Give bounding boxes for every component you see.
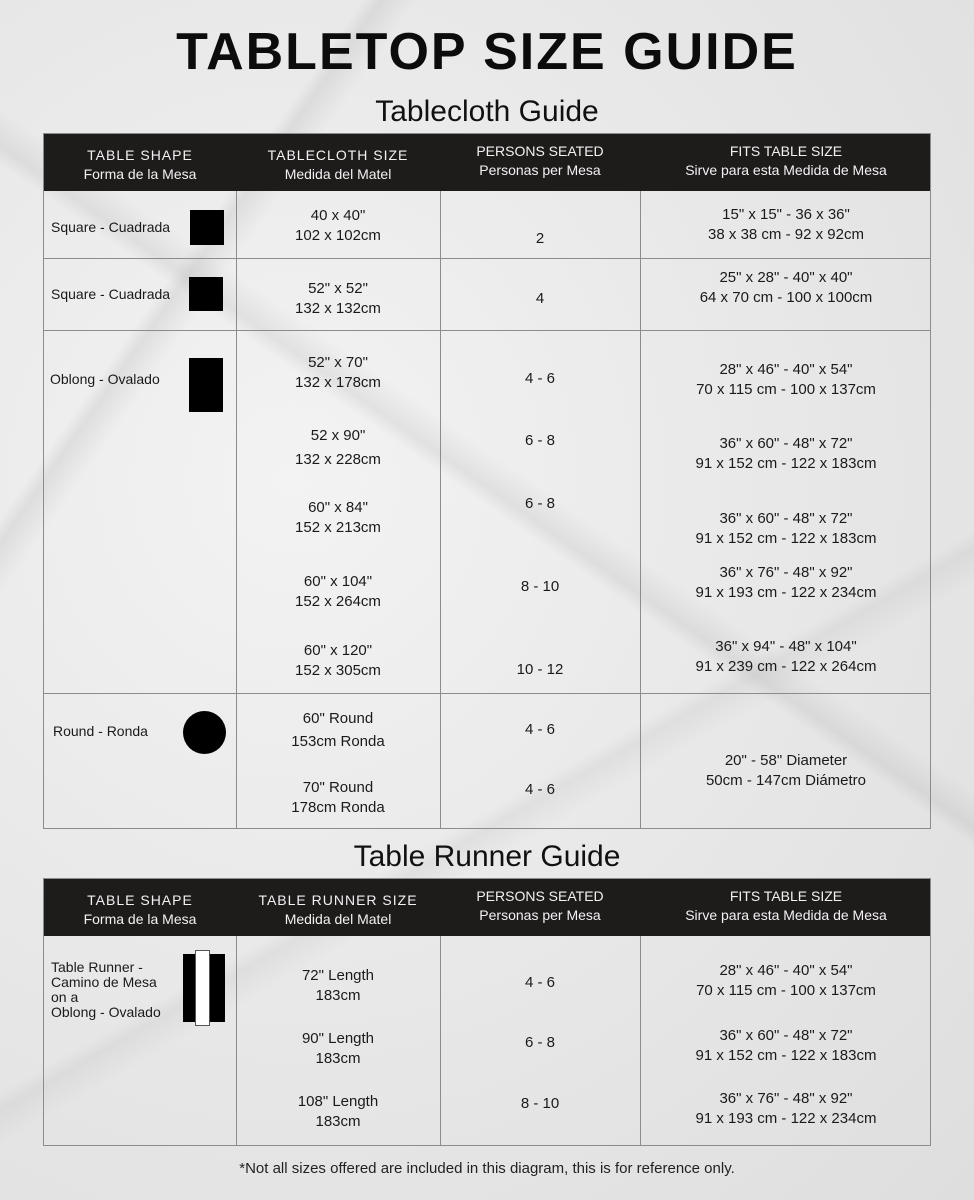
- shape-label-line: Camino de Mesa: [51, 974, 157, 990]
- header-title: TABLE SHAPE: [87, 892, 193, 908]
- fits-table-size: [640, 1026, 932, 1066]
- shape-label: Square - Cuadrada: [51, 219, 171, 235]
- fits-table-size-line: 36" x 76" - 48" x 92": [719, 1090, 853, 1107]
- tablecloth-size-line: 132 x 178cm: [295, 374, 381, 391]
- tablecloth-size-line: 152 x 264cm: [295, 593, 381, 610]
- runner-size-line: 183cm: [315, 1113, 361, 1130]
- tablecloth-size-line: 102 x 102cm: [295, 227, 381, 244]
- persons-seated: 6 - 8: [524, 495, 555, 512]
- column-header: [44, 146, 236, 184]
- fits-table-size: [640, 1089, 932, 1129]
- persons-seated: 4 - 6: [524, 974, 555, 991]
- tablecloth-size: [236, 498, 440, 538]
- header-title: FITS TABLE SIZE: [729, 888, 843, 904]
- runner-size-line: 108" Length: [297, 1093, 379, 1110]
- tablecloth-size-line: 132 x 132cm: [295, 300, 381, 317]
- header-subtitle: Sirve para esta Medida de Mesa: [685, 907, 887, 923]
- fits-table-size-line: 20" - 58" Diameter: [724, 752, 848, 769]
- tablecloth-size-line: 152 x 213cm: [295, 519, 381, 536]
- persons-seated: 8 - 10: [520, 1095, 560, 1112]
- tablecloth-size-line: 60" Round: [302, 710, 374, 727]
- header-title: FITS TABLE SIZE: [729, 143, 843, 159]
- tablecloth-size-line: 178cm Ronda: [291, 799, 385, 816]
- fits-table-size: [640, 360, 932, 400]
- fits-table-size: [640, 268, 932, 308]
- shape-label-line: Table Runner -: [51, 959, 143, 975]
- column-header: [640, 142, 932, 180]
- header-subtitle: Medida del Matel: [284, 166, 392, 182]
- fits-table-size-line: 25" x 28" - 40" x 40": [719, 269, 853, 286]
- fits-table-size-line: 70 x 115 cm - 100 x 137cm: [696, 381, 876, 398]
- fits-table-size-line: 15" x 15" - 36 x 36": [722, 206, 850, 223]
- tablecloth-size: [236, 279, 440, 319]
- persons-seated: 4 - 6: [524, 370, 555, 387]
- tablecloth-size: [236, 206, 440, 246]
- tablecloth-size-line: 70" Round: [302, 779, 374, 796]
- square-shape-icon: [190, 210, 224, 245]
- runner-size: [236, 1092, 440, 1132]
- fits-table-size-line: 64 x 70 cm - 100 x 100cm: [699, 289, 873, 306]
- column-header: [440, 142, 640, 180]
- tablecloth-size-line: 153cm Ronda: [291, 733, 385, 750]
- fits-table-size: [640, 961, 932, 1001]
- header-subtitle: Sirve para esta Medida de Mesa: [685, 162, 887, 178]
- column-header: [44, 891, 236, 929]
- fits-table-size-line: 38 x 38 cm - 92 x 92cm: [708, 226, 864, 243]
- fits-table-size: [640, 205, 932, 245]
- fits-table-size-line: 50cm - 147cm Diámetro: [705, 772, 867, 789]
- persons-seated: 6 - 8: [524, 1034, 555, 1051]
- header-title: PERSONS SEATED: [476, 143, 604, 159]
- tablecloth-size-line: 52" x 70": [308, 354, 368, 371]
- fits-table-size: [640, 434, 932, 474]
- fits-table-size-line: 36" x 60" - 48" x 72": [719, 1027, 853, 1044]
- fits-table-size: [640, 563, 932, 603]
- tablecloth-size: [236, 353, 440, 393]
- tablecloth-table: [43, 133, 931, 829]
- tablecloth-size-line: 52 x 90": [310, 427, 366, 444]
- fits-table-size-line: 91 x 193 cm - 122 x 234cm: [695, 584, 877, 601]
- tablecloth-size-line: 60" x 120": [303, 642, 373, 659]
- runner-table: [43, 878, 931, 1146]
- round-shape-icon: [183, 711, 226, 754]
- fits-table-size-line: 91 x 193 cm - 122 x 234cm: [695, 1110, 877, 1127]
- persons-seated: 6 - 8: [524, 432, 555, 449]
- shape-label-line: on a: [51, 989, 79, 1005]
- persons-seated: 4 - 6: [524, 781, 555, 798]
- shape-label: Round - Ronda: [53, 723, 148, 739]
- runner-guide-title: Table Runner Guide: [353, 840, 621, 873]
- column-header: [440, 887, 640, 925]
- tablecloth-guide-title: Tablecloth Guide: [375, 95, 599, 128]
- column-header: [236, 146, 440, 184]
- fits-table-size-line: 36" x 94" - 48" x 104": [715, 638, 857, 655]
- runner-size-line: 183cm: [315, 1050, 361, 1067]
- header-title: PERSONS SEATED: [476, 888, 604, 904]
- fits-table-size-line: 28" x 46" - 40" x 54": [719, 962, 853, 979]
- column-header: [640, 887, 932, 925]
- persons-seated: 10 - 12: [516, 661, 564, 678]
- column-header: [236, 891, 440, 929]
- tablecloth-size-line: 40 x 40": [310, 207, 366, 224]
- shape-label-line: Oblong - Ovalado: [51, 1004, 161, 1020]
- fits-table-size: [640, 637, 932, 677]
- tablecloth-size: [236, 709, 440, 752]
- tablecloth-size: [236, 778, 440, 818]
- footnote: *Not all sizes offered are included in this diagram, this is for reference only.: [239, 1160, 735, 1177]
- fits-table-size-line: 28" x 46" - 40" x 54": [719, 361, 853, 378]
- tablecloth-size-line: 60" x 104": [303, 573, 373, 590]
- header-subtitle: Forma de la Mesa: [83, 166, 197, 182]
- persons-seated: 4 - 6: [524, 721, 555, 738]
- persons-seated: 2: [535, 230, 545, 247]
- tablecloth-size: [236, 572, 440, 612]
- fits-table-size-line: 91 x 152 cm - 122 x 183cm: [695, 455, 877, 472]
- persons-seated: 4: [535, 290, 545, 307]
- header-subtitle: Forma de la Mesa: [83, 911, 197, 927]
- shape-label: Oblong - Ovalado: [50, 371, 160, 387]
- runner-size-line: 72" Length: [301, 967, 375, 984]
- table-runner-shape-icon: [183, 954, 225, 1022]
- fits-table-size-line: 91 x 152 cm - 122 x 183cm: [695, 1047, 877, 1064]
- fits-table-size: [640, 751, 932, 791]
- fits-table-size-line: 36" x 76" - 48" x 92": [719, 564, 853, 581]
- tablecloth-size: [236, 641, 440, 681]
- fits-table-size-line: 36" x 60" - 48" x 72": [719, 435, 853, 452]
- tablecloth-size-line: 152 x 305cm: [295, 662, 381, 679]
- fits-table-size: [640, 509, 932, 549]
- fits-table-size-line: 36" x 60" - 48" x 72": [719, 510, 853, 527]
- page-title: TABLETOP SIZE GUIDE: [176, 23, 798, 81]
- fits-table-size-line: 91 x 239 cm - 122 x 264cm: [695, 658, 877, 675]
- header-title: TABLECLOTH SIZE: [267, 147, 409, 163]
- fits-table-size-line: 70 x 115 cm - 100 x 137cm: [696, 982, 876, 999]
- persons-seated: 8 - 10: [520, 578, 560, 595]
- shape-label: Square - Cuadrada: [51, 286, 171, 302]
- fits-table-size-line: 91 x 152 cm - 122 x 183cm: [695, 530, 877, 547]
- runner-size: [236, 1029, 440, 1069]
- runner-size-line: 90" Length: [301, 1030, 375, 1047]
- header-subtitle: Medida del Matel: [284, 911, 392, 927]
- header-title: TABLE RUNNER SIZE: [258, 892, 418, 908]
- tablecloth-size-line: 52" x 52": [308, 280, 368, 297]
- tablecloth-size-line: 60" x 84": [308, 499, 368, 516]
- square-shape-icon: [189, 277, 223, 311]
- header-subtitle: Personas per Mesa: [479, 907, 601, 923]
- tablecloth-size-line: 132 x 228cm: [295, 451, 381, 468]
- header-subtitle: Personas per Mesa: [479, 162, 601, 178]
- tablecloth-size: [236, 426, 440, 470]
- header-title: TABLE SHAPE: [87, 147, 193, 163]
- oblong-shape-icon: [189, 358, 223, 412]
- runner-size: [236, 966, 440, 1006]
- runner-size-line: 183cm: [315, 987, 361, 1004]
